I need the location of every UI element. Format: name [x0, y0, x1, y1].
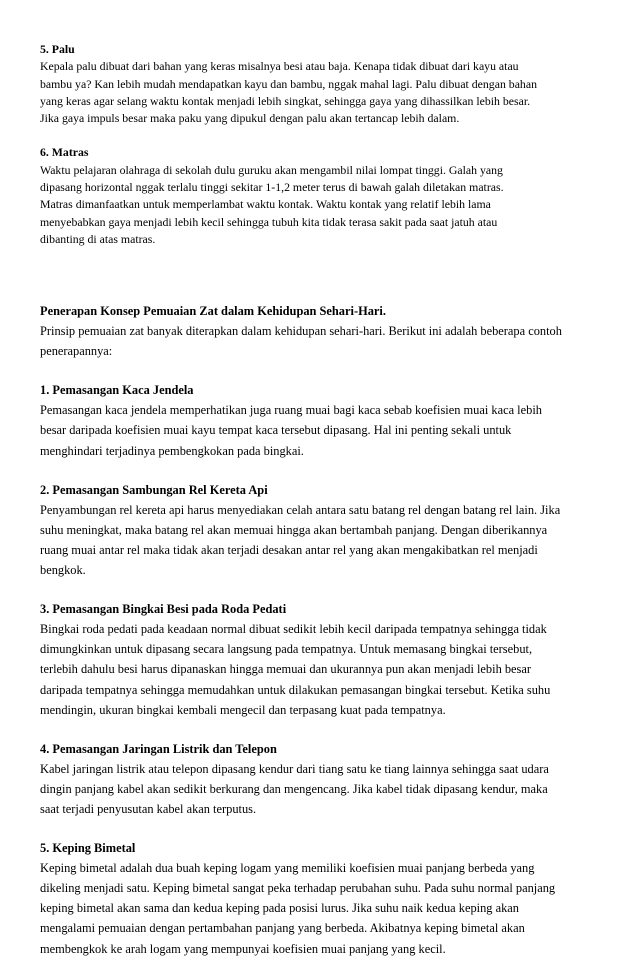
paragraph-line: ruang muai antar rel maka tidak akan terjadi desakan antar rel yang akan mengakibatkan rel menjadi	[40, 542, 538, 557]
item-matras	[40, 144, 598, 248]
intro-line: Prinsip pemuaian zat banyak diterapkan dalam kehidupan sehari-hari. Berikut ini adalah beberapa contoh	[40, 324, 562, 339]
paragraph-line: besar daripada koefisien muai kayu tempat kaca tersebut dipasang. Hal ini penting sekali untuk	[40, 423, 512, 438]
intro-line: penerapannya:	[40, 344, 113, 359]
section-title: Penerapan Konsep Pemuaian Zat dalam Kehidupan Sehari-Hari.	[40, 304, 386, 318]
item-heading: 4. Pemasangan Jaringan Listrik dan Telepon	[40, 741, 277, 756]
paragraph-line: Keping bimetal adalah dua buah keping logam yang memiliki koefisien muai panjang berbeda yang	[40, 861, 535, 876]
section-momentum-examples	[40, 41, 598, 248]
paragraph-line: Penyambungan rel kereta api harus menyediakan celah antara satu batang rel dengan batang rel lain. Jika	[40, 502, 561, 517]
paragraph-line: dibanting di atas matras.	[40, 231, 156, 246]
paragraph-line: Waktu pelajaran olahraga di sekolah dulu guruku akan mengambil nilai lompat tinggi. Galah yang	[40, 162, 503, 177]
item-heading: 2. Pemasangan Sambungan Rel Kereta Api	[40, 482, 268, 497]
paragraph-line: saat terjadi penyusutan kabel akan terputus.	[40, 801, 257, 816]
paragraph-line: yang keras agar selang waktu kontak menjadi lebih singkat, sehingga gaya yang dihassilkan lebih besar.	[40, 93, 531, 108]
paragraph-line: terlebih dahulu besi harus dipanaskan hingga memuai dan ukurannya pun akan menjadi lebih besar	[40, 662, 532, 677]
paragraph-line: bengkok.	[40, 563, 86, 578]
item-roda-pedati	[40, 599, 598, 720]
item-rel-kereta-api	[40, 480, 598, 580]
paragraph-line: Kabel jaringan listrik atau telepon dipasang kendur dari tiang satu ke tiang lainnya sehingga saat udara	[40, 761, 549, 776]
paragraph-line: keping bimetal akan sama dan kedua keping pada posisi lurus. Jika suhu naik kedua keping akan	[40, 901, 519, 916]
item-heading: 3. Pemasangan Bingkai Besi pada Roda Pedati	[40, 602, 287, 617]
paragraph-line: membengkok ke arah logam yang mempunyai koefisien muai panjang yang kecil.	[40, 941, 446, 956]
item-kaca-jendela	[40, 380, 598, 460]
item-palu	[40, 41, 598, 127]
paragraph-line: suhu meningkat, maka batang rel akan memuai hingga akan bertambah panjang. Dengan diberikannya	[40, 522, 548, 537]
paragraph-line: Jika gaya impuls besar maka paku yang dipukul dengan palu akan tertancap lebih dalam.	[40, 111, 460, 126]
paragraph-line: mendingin, ukuran bingkai kembali mengecil dan terpasang kuat pada tempatnya.	[40, 702, 446, 717]
paragraph-line: Matras dimanfaatkan untuk memperlambat waktu kontak. Waktu kontak yang relatif lebih lama	[40, 197, 491, 212]
paragraph-line: menghindari terjadinya pembengkokan pada bingkai.	[40, 443, 304, 458]
item-heading: 5. Palu	[40, 42, 75, 56]
item-heading: 5. Keping Bimetal	[40, 841, 136, 856]
section-thermal-expansion	[40, 301, 598, 959]
paragraph-line: dimungkinkan untuk dipasang secara langsung pada tempatnya. Untuk memasang bingkai tersebut,	[40, 642, 533, 657]
paragraph-line: dipasang horizontal nggak terlalu tinggi sekitar 1-1,2 meter terus di bawah galah diletakan matras.	[40, 180, 504, 195]
paragraph-line: mengalami pemuaian dengan pertambahan panjang yang berbeda. Akibatnya keping bimetal akan	[40, 921, 525, 936]
item-keping-bimetal	[40, 838, 598, 959]
paragraph-line: dingin panjang kabel akan sedikit berkurang dan mengencang. Jika kabel tidak dipasang kendur, maka	[40, 781, 548, 796]
paragraph-line: Bingkai roda pedati pada keadaan normal dibuat sedikit lebih kecil daripada tempatnya sehingga tidak	[40, 622, 547, 637]
paragraph-line: menyebabkan gaya menjadi lebih kecil sehingga tubuh kita tidak terasa sakit pada saat jatuh atau	[40, 214, 498, 229]
paragraph-line: dikeling menjadi satu. Keping bimetal sangat peka terhadap perubahan suhu. Pada suhu normal panjang	[40, 881, 556, 896]
item-jaringan-listrik	[40, 739, 598, 819]
paragraph-line: Kepala palu dibuat dari bahan yang keras misalnya besi atau baja. Kenapa tidak dibuat dari kayu atau	[40, 59, 519, 74]
paragraph-line: Pemasangan kaca jendela memperhatikan juga ruang muai bagi kaca sebab koefisien muai kaca lebih	[40, 403, 542, 418]
paragraph-line: daripada tempatnya sehingga memudahkan untuk dilakukan pemasangan bingkai tersebut. Ketika suhu	[40, 682, 551, 697]
paragraph-line: bambu ya? Kan lebih mudah mendapatkan kayu dan bambu, nggak mahal lagi. Palu dibuat dengan bahan	[40, 76, 537, 91]
item-heading: 6. Matras	[40, 145, 89, 160]
item-heading: 1. Pemasangan Kaca Jendela	[40, 383, 194, 398]
